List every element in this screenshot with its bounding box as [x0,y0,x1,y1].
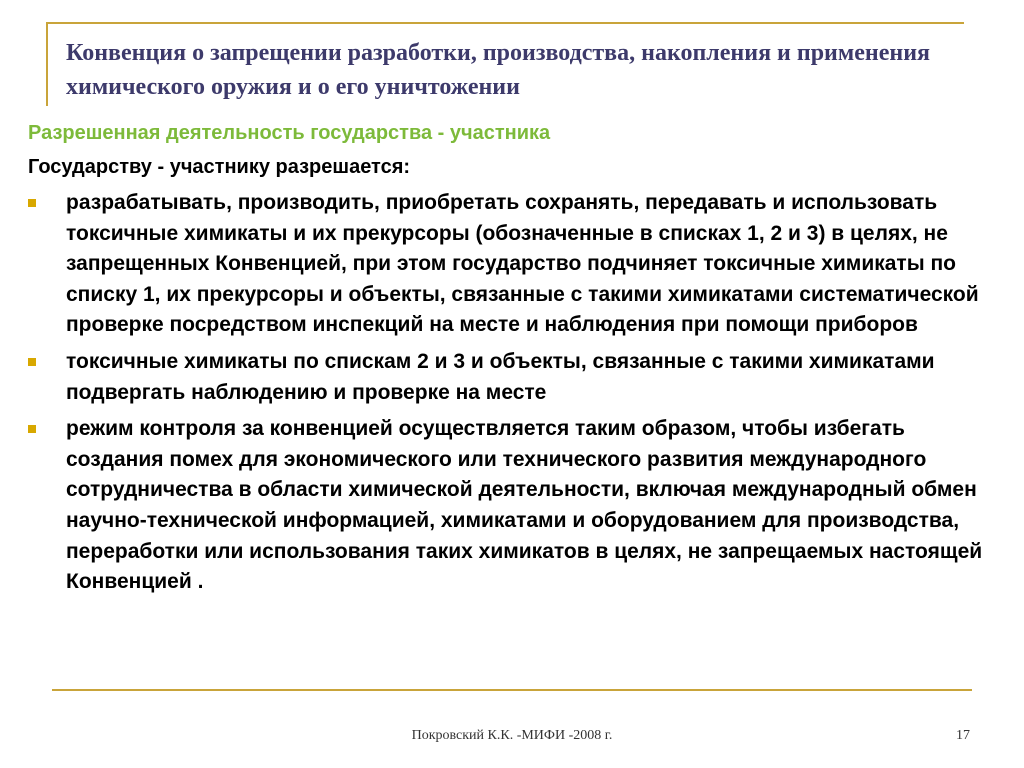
slide-title: Конвенция о запрещении разработки, производства, накопления и применения химического оружия и о его уничтожении [66,40,930,100]
bullet-item [28,414,988,598]
bullet-text: токсичные химикаты по спискам 2 и 3 и объекты, связанные с такими химикатами подвергать наблюдению и проверке на месте [66,349,935,404]
frame-bottom-line [52,689,972,691]
bullet-list [28,188,988,598]
square-bullet-icon [28,199,36,207]
square-bullet-icon [28,358,36,366]
bullet-text: режим контроля за конвенцией осуществляется таким образом, чтобы избегать создания помех для экономического или технического развития международного сотрудничества в области химической деятельности, включая международный обмен научно-технической информацией, химикатами и оборудованием для производства, переработки или использования таких химикатов в целях, не запрещаемых настоящей Конвенцией . [66,417,983,594]
bullet-item [28,347,988,408]
subheading: Разрешенная деятельность государства - участника [28,122,551,144]
bullet-text: разрабатывать, производить, приобретать сохранять, передавать и использовать токсичные химикаты и их прекурсоры (обозначенные в списках 1, 2 и 3) в целях, не запрещенных Конвенцией, при этом государство подчиняет токсичные химикаты по списку 1, их прекурсоры и объекты, связанные с такими химикатами систематической проверке посредством инспекций на месте и наблюдения при помощи приборов [66,191,979,337]
frame-top-line [46,22,964,24]
square-bullet-icon [28,425,36,433]
bullet-item [28,188,988,341]
footer-text: Покровский К.К. -МИФИ -2008 г. [411,728,613,743]
lead-text: Государству - участнику разрешается: [28,156,411,178]
frame-left-line [46,22,48,106]
slide-body [28,118,988,604]
page-number: 17 [956,728,970,743]
